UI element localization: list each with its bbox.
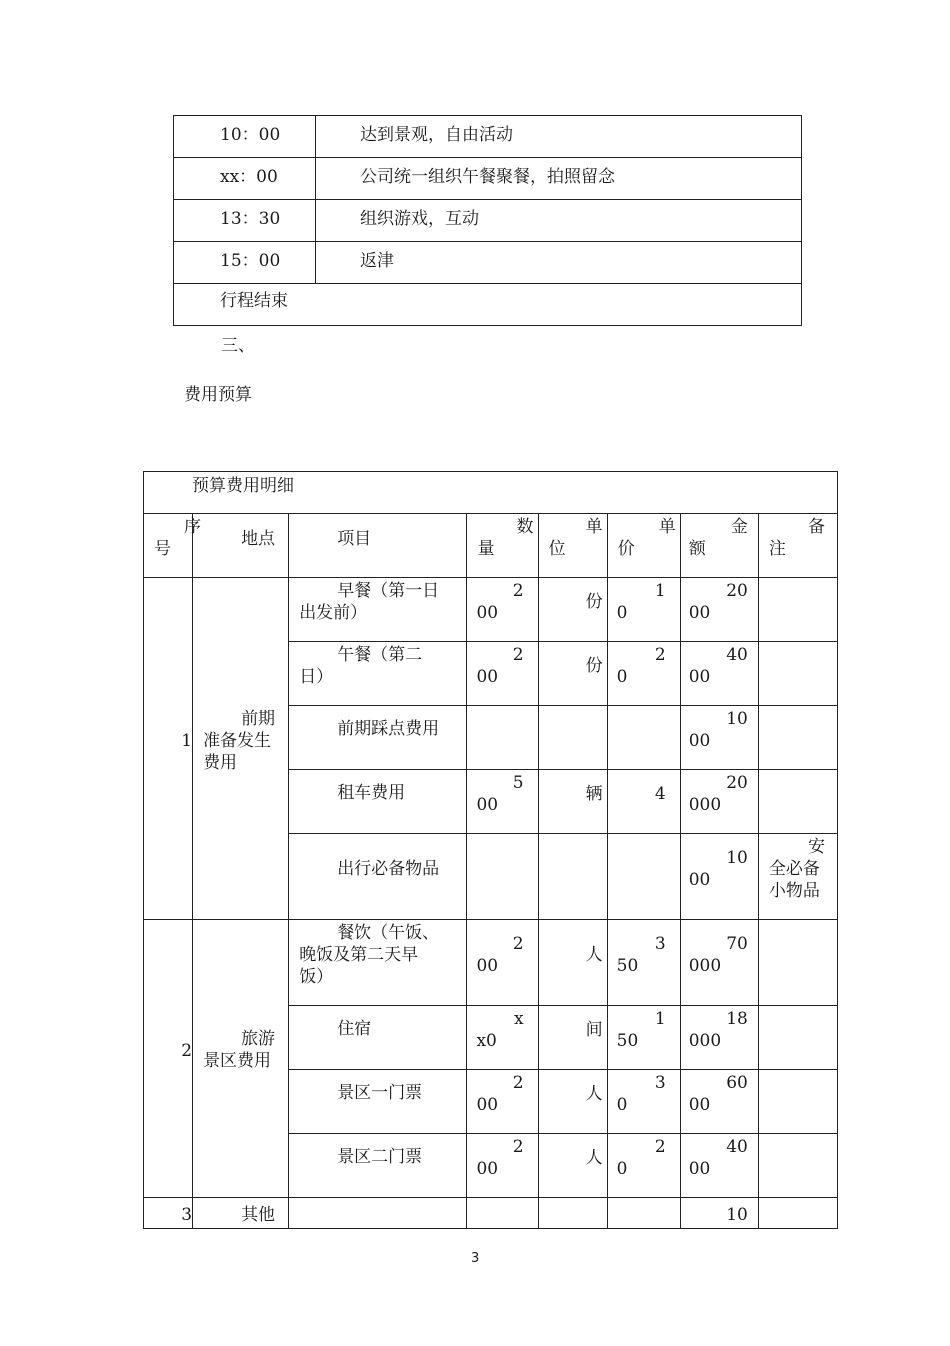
unit: 间 <box>585 1020 603 1040</box>
unit: 人 <box>585 1148 603 1168</box>
qty-top: 2 <box>512 1137 524 1157</box>
amount-bottom: 000 <box>688 1031 722 1051</box>
amount-bottom: 00 <box>688 603 711 623</box>
price-top: 2 <box>654 1137 666 1157</box>
header-note-bottom: 注 <box>768 539 786 559</box>
budget-title-row <box>144 472 838 514</box>
budget-row <box>144 1198 838 1229</box>
price-top: 4 <box>654 784 666 804</box>
group-location-line: 费用 <box>203 753 238 773</box>
header-unit-top: 单 <box>585 517 603 537</box>
schedule-activity: 达到景观，自由活动 <box>360 125 513 145</box>
price-top: 3 <box>654 1073 666 1093</box>
schedule-time: 13：30 <box>220 209 281 229</box>
schedule-row <box>174 200 802 242</box>
amount-top: 40 <box>726 645 748 665</box>
qty-bottom: 00 <box>476 956 499 976</box>
qty-bottom: x0 <box>476 1031 497 1051</box>
amount-top: 10 <box>726 709 748 729</box>
amount-top: 40 <box>726 1137 748 1157</box>
schedule-row <box>174 116 802 158</box>
item-line: 景区一门票 <box>337 1083 423 1103</box>
schedule-activity: 组织游戏，互动 <box>360 209 479 229</box>
note-line: 安 <box>808 837 825 857</box>
note-line: 小物品 <box>768 881 820 901</box>
budget-row <box>144 578 838 642</box>
header-amount-bottom: 额 <box>688 539 706 559</box>
qty-bottom: 00 <box>476 795 499 815</box>
header-unit-bottom: 位 <box>548 539 566 559</box>
amount-bottom: 00 <box>688 667 711 687</box>
qty-top: 5 <box>512 773 524 793</box>
header-note-top: 备 <box>808 517 825 537</box>
qty-top: 2 <box>512 581 524 601</box>
amount-top: 10 <box>726 1205 748 1225</box>
qty-top: x <box>513 1009 524 1029</box>
qty-top: 2 <box>512 1073 524 1093</box>
header-qty-top: 数 <box>516 517 534 537</box>
amount-top: 60 <box>726 1073 748 1093</box>
qty-top: 2 <box>512 934 524 954</box>
group-seq: 2 <box>181 1041 193 1061</box>
price-top: 1 <box>654 581 666 601</box>
schedule-row <box>174 158 802 200</box>
budget-row <box>144 920 838 1006</box>
price-top: 2 <box>654 645 666 665</box>
schedule-end-text: 行程结束 <box>220 291 288 311</box>
unit: 份 <box>585 656 603 676</box>
header-amount-top: 金 <box>730 517 748 537</box>
qty-bottom: 00 <box>476 1159 499 1179</box>
header-qty-bottom: 量 <box>477 539 495 559</box>
item-line: 饭） <box>299 967 334 987</box>
item-line: 晚饭及第二天早 <box>299 945 419 965</box>
item-line: 租车费用 <box>337 783 406 803</box>
amount-top: 10 <box>726 848 748 868</box>
price-top: 1 <box>654 1009 666 1029</box>
item-line: 午餐（第二 <box>337 645 423 665</box>
group-location: 其他 <box>241 1205 276 1225</box>
group-seq: 3 <box>181 1205 193 1225</box>
unit: 人 <box>585 1084 603 1104</box>
unit: 人 <box>585 945 603 965</box>
schedule-table <box>173 115 802 326</box>
price-bottom: 50 <box>616 956 639 976</box>
group-location-line: 景区费用 <box>203 1051 272 1071</box>
item-line: 住宿 <box>337 1019 372 1039</box>
qty-top: 2 <box>512 645 524 665</box>
group-location-line: 旅游 <box>241 1029 276 1049</box>
section-title: 费用预算 <box>184 385 252 405</box>
budget-table <box>143 471 838 1229</box>
section-number: 三、 <box>221 336 255 356</box>
schedule-time: 10：00 <box>220 125 281 145</box>
qty-bottom: 00 <box>476 1095 499 1115</box>
amount-top: 20 <box>726 773 748 793</box>
schedule-activity: 公司统一组织午餐聚餐，拍照留念 <box>360 167 615 187</box>
schedule-end-row <box>174 284 802 326</box>
unit: 辆 <box>585 784 603 804</box>
note-line: 全必备 <box>768 859 820 879</box>
price-bottom: 50 <box>616 1031 639 1051</box>
qty-bottom: 00 <box>476 667 499 687</box>
budget-header-row <box>144 514 838 578</box>
header-seq-bottom: 号 <box>154 539 171 559</box>
item-line: 出行必备物品 <box>337 859 440 879</box>
amount-bottom: 000 <box>688 795 722 815</box>
price-bottom: 0 <box>616 603 628 623</box>
amount-bottom: 00 <box>688 1159 711 1179</box>
price-top: 3 <box>654 934 666 954</box>
schedule-time: 15：00 <box>220 251 281 271</box>
header-seq-top: 序 <box>184 517 201 537</box>
amount-bottom: 00 <box>688 1095 711 1115</box>
item-line: 景区二门票 <box>337 1147 423 1167</box>
amount-top: 20 <box>726 581 748 601</box>
item-line: 餐饮（午饭、 <box>337 923 440 943</box>
group-seq: 1 <box>181 731 193 751</box>
header-item: 项目 <box>337 529 372 549</box>
amount-top: 70 <box>726 934 748 954</box>
schedule-time: xx：00 <box>220 167 278 187</box>
amount-bottom: 00 <box>688 731 711 751</box>
group-location-line: 前期 <box>241 709 276 729</box>
budget-title: 预算费用明细 <box>192 476 294 496</box>
item-line: 日） <box>299 667 334 687</box>
qty-bottom: 00 <box>476 603 499 623</box>
item-line: 前期踩点费用 <box>337 719 440 739</box>
price-bottom: 0 <box>616 1159 628 1179</box>
schedule-activity: 返津 <box>360 251 394 271</box>
item-line: 早餐（第一日 <box>337 581 440 601</box>
header-location: 地点 <box>241 529 276 549</box>
amount-bottom: 000 <box>688 956 722 976</box>
schedule-row <box>174 242 802 284</box>
amount-top: 18 <box>726 1009 748 1029</box>
amount-bottom: 00 <box>688 870 711 890</box>
unit: 份 <box>585 592 603 612</box>
price-bottom: 0 <box>616 1095 628 1115</box>
page-number: 3 <box>471 1251 480 1266</box>
header-price-top: 单 <box>658 517 676 537</box>
group-location-line: 准备发生 <box>203 731 272 751</box>
price-bottom: 0 <box>616 667 628 687</box>
header-price-bottom: 价 <box>617 539 635 559</box>
item-line: 出发前） <box>299 603 368 623</box>
